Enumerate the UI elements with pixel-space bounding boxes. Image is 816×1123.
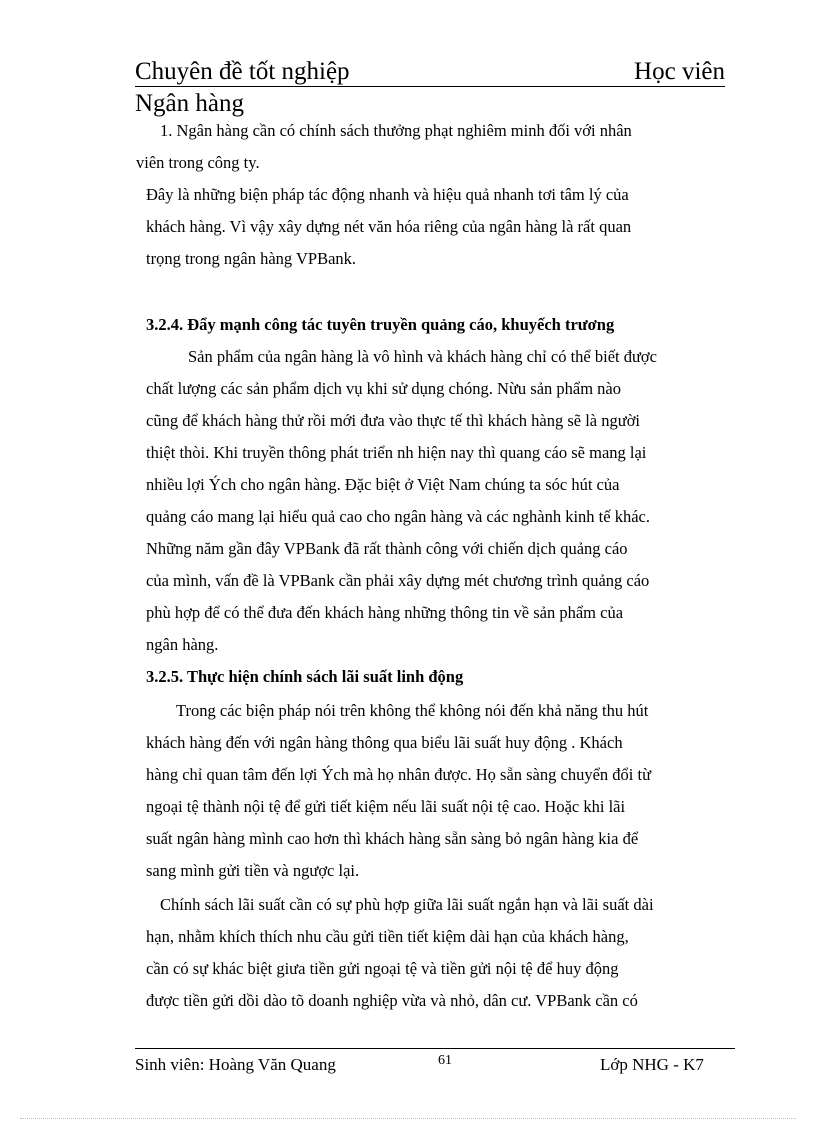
paragraph-line: cần có sự khác biệt giưa tiền gửi ngoại tệ và tiền gửi nội tệ để huy động bbox=[146, 959, 619, 978]
page-number: 61 bbox=[438, 1053, 452, 1068]
paragraph-line: trọng trong ngân hàng VPBank. bbox=[146, 249, 357, 268]
header-continuation: Ngân hàng bbox=[135, 90, 244, 117]
paragraph-line: nhiều lợi Ých cho ngân hàng. Đặc biệt ở Việt Nam chúng ta sóc hút của bbox=[146, 475, 620, 494]
paragraph-line: khách hàng. Vì vậy xây dựng nét văn hóa riêng của ngân hàng là rất quan bbox=[146, 217, 632, 236]
section-heading: 3.2.4. Đẩy mạnh công tác tuyên truyền quảng cáo, khuyếch trương bbox=[146, 315, 615, 334]
paragraph-line: quảng cáo mang lại hiểu quả cao cho ngân hàng và các nghành kinh tế khác. bbox=[146, 507, 650, 526]
paragraph-line: hạn, nhằm khích thích nhu cầu gửi tiền tiết kiệm dài hạn của khách hàng, bbox=[146, 927, 629, 946]
footer-student: Sinh viên: Hoàng Văn Quang bbox=[135, 1055, 336, 1074]
paragraph-line: Chính sách lãi suất cần có sự phù hợp giữa lãi suất ngắn hạn và lãi suất dài bbox=[160, 895, 654, 914]
paragraph-line: suất ngân hàng mình cao hơn thì khách hàng sẵn sàng bỏ ngân hàng kia để bbox=[146, 829, 639, 848]
page-edge-divider bbox=[20, 1118, 796, 1119]
paragraph-line: hàng chỉ quan tâm đến lợi Ých mà họ nhân được. Họ sẵn sàng chuyển đổi từ bbox=[146, 765, 652, 784]
paragraph-line: sang mình gửi tiền và ngược lại. bbox=[146, 861, 360, 880]
paragraph-line: khách hàng đến với ngân hàng thông qua biểu lãi suất huy động . Khách bbox=[146, 733, 623, 752]
paragraph-line: được tiền gửi dồi dào tõ doanh nghiệp vừa và nhỏ, dân cư. VPBank cần có bbox=[146, 991, 638, 1010]
paragraph-line: ngân hàng. bbox=[146, 635, 219, 654]
header-title: Chuyên đề tốt nghiệp bbox=[135, 58, 350, 85]
header-right-text: Học viên bbox=[634, 58, 725, 85]
paragraph-line: phù hợp để có thể đưa đến khách hàng những thông tin về sản phẩm của bbox=[146, 603, 624, 622]
paragraph-line: Trong các biện pháp nói trên không thể không nói đến khả năng thu hút bbox=[176, 701, 649, 720]
paragraph-line: Đây là những biện pháp tác động nhanh và hiệu quả nhanh tơi tâm lý của bbox=[146, 185, 629, 204]
paragraph-line: của mình, vấn đề là VPBank cần phải xây dựng mét chương trình quảng cáo bbox=[146, 571, 650, 590]
paragraph-line: Những năm gần đây VPBank đã rất thành công với chiến dịch quảng cáo bbox=[146, 539, 628, 558]
paragraph-line: Sản phẩm của ngân hàng là vô hình và khách hàng chỉ có thể biết được bbox=[188, 347, 657, 366]
section-heading: 3.2.5. Thực hiện chính sách lãi suất linh động bbox=[146, 667, 464, 686]
footer-class: Lớp NHG - K7 bbox=[600, 1055, 704, 1074]
paragraph-line: thiệt thòi. Khi truyền thông phát triển nh hiện nay thì quang cáo sẽ mang lại bbox=[146, 443, 647, 462]
paragraph-line: chất lượng các sản phẩm dịch vụ khi sử dụng chóng. Nừu sản phẩm nào bbox=[146, 379, 621, 398]
paragraph-line: cũng để khách hàng thử rồi mới đưa vào thực tế thì khách hàng sẽ là người bbox=[146, 411, 641, 430]
paragraph-line: viên trong công ty. bbox=[136, 153, 260, 172]
paragraph-line: ngoại tệ thành nội tệ để gửi tiết kiệm nếu lãi suất nội tệ cao. Hoặc khi lãi bbox=[146, 797, 626, 816]
page-header bbox=[135, 58, 725, 87]
footer-rule bbox=[135, 1048, 735, 1049]
paragraph-line: 1. Ngân hàng cần có chính sách thưởng phạt nghiêm minh đối với nhân bbox=[160, 121, 632, 140]
